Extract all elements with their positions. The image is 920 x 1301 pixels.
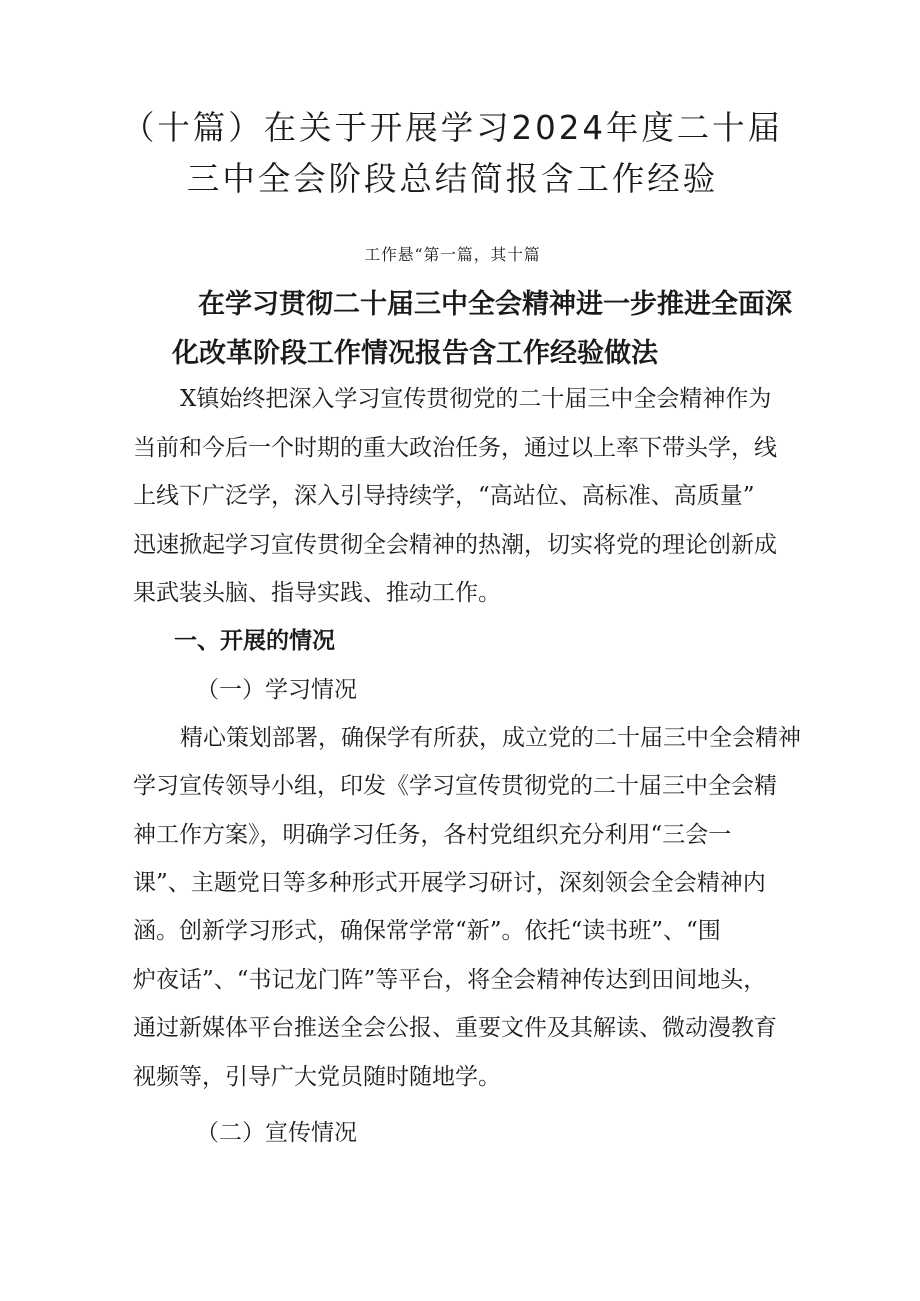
body-line: 精心策划部署，确保学有所获，成立党的二十届三中全会精神 bbox=[180, 725, 801, 751]
intro-line: 当前和今后一个时期的重大政治任务，通过以上率下带头学，线 bbox=[133, 435, 777, 461]
body-line: 学习宣传领导小组，印发《学习宣传贯彻党的二十届三中全会精 bbox=[133, 773, 777, 799]
body-line: 涵。创新学习形式，确保常学常“新”。依托“读书班”、“围 bbox=[133, 918, 721, 944]
body-line: 炉夜话”、“书记龙门阵”等平台，将全会精神传达到田间地头， bbox=[133, 967, 767, 993]
body-line: 通过新媒体平台推送全会公报、重要文件及其解读、微动漫教育 bbox=[133, 1015, 777, 1041]
body-line: 神工作方案》，明确学习任务，各村党组织充分利用“三会一 bbox=[133, 822, 732, 848]
document-title-line-2: 三中全会阶段总结简报含工作经验 bbox=[186, 159, 719, 198]
article-title-line-2: 化改革阶段工作情况报告含工作经验做法 bbox=[172, 338, 658, 369]
subsection-heading: （二）宣传情况 bbox=[196, 1120, 357, 1146]
subsection-heading: （一）学习情况 bbox=[196, 677, 357, 703]
body-line: 视频等，引导广大党员随时随地学。 bbox=[133, 1064, 501, 1090]
section-heading: 一、开展的情况 bbox=[174, 628, 335, 654]
body-line: 课”、主题党日等多种形式开展学习研讨，深刻领会全会精神内 bbox=[133, 870, 766, 896]
intro-line: 上线下广泛学，深入引导持续学，“高站位、高标准、高质量” bbox=[133, 483, 755, 509]
article-title-line-1: 在学习贯彻二十届三中全会精神进一步推进全面深 bbox=[198, 289, 792, 320]
intro-line: 果武装头脑、指导实践、推动工作。 bbox=[133, 580, 501, 606]
intro-line: 迅速掀起学习宣传贯彻全会精神的热潮，切实将党的理论创新成 bbox=[133, 532, 777, 558]
document-note: 工作悬“第一篇，其十篇 bbox=[364, 245, 541, 264]
intro-line: X镇始终把深入学习宣传贯彻党的二十届三中全会精神作为 bbox=[180, 386, 772, 412]
document-title-line-1: （十篇）在关于开展学习2024年度二十届 bbox=[121, 108, 784, 147]
